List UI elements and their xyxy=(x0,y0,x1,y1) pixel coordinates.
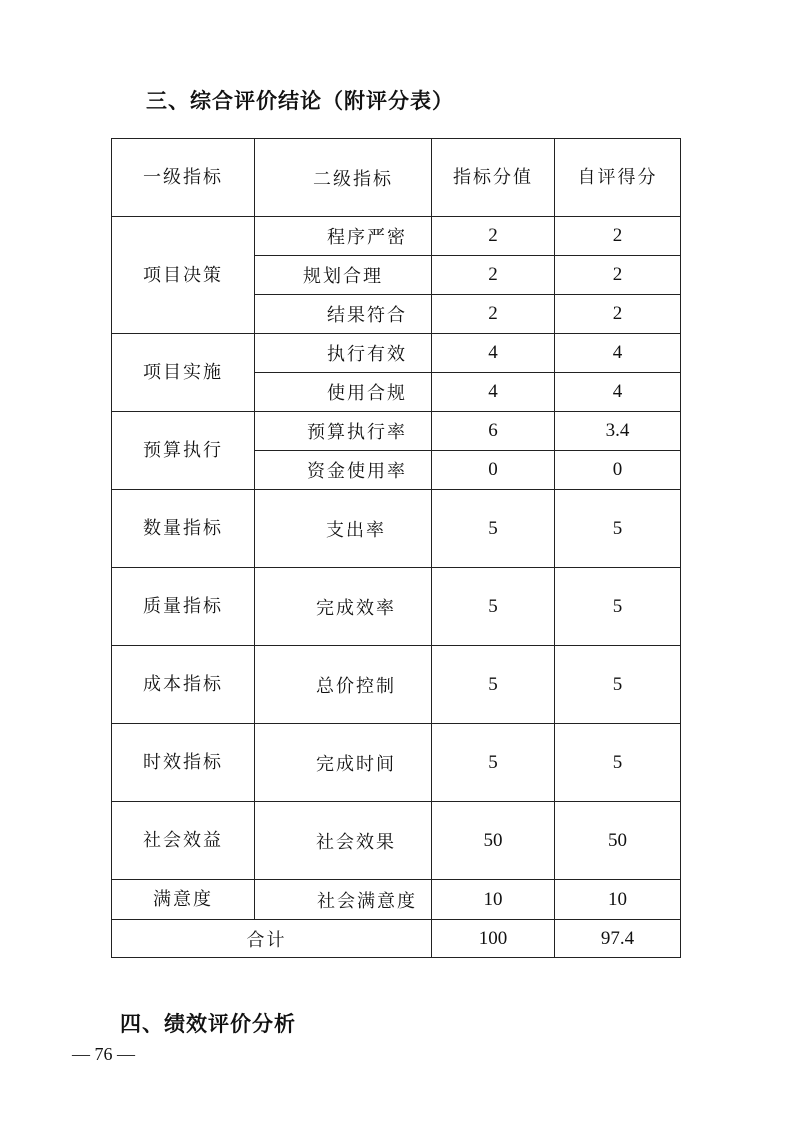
header-weight: 指标分值 xyxy=(432,139,555,217)
level1-cell: 成本指标 xyxy=(112,646,255,724)
level2-cell: 完成效率 xyxy=(255,568,432,646)
level1-cell: 项目实施 xyxy=(112,334,255,412)
level2-cell: 预算执行率 xyxy=(255,412,432,451)
header-level2: 二级指标 xyxy=(255,139,432,217)
weight-cell: 10 xyxy=(432,880,555,920)
score-cell: 3.4 xyxy=(555,412,681,451)
table-row xyxy=(112,646,681,724)
level1-cell: 时效指标 xyxy=(112,724,255,802)
weight-cell: 5 xyxy=(432,646,555,724)
score-cell: 5 xyxy=(555,646,681,724)
level1-cell: 质量指标 xyxy=(112,568,255,646)
score-cell: 5 xyxy=(555,490,681,568)
weight-cell: 2 xyxy=(432,256,555,295)
score-cell: 0 xyxy=(555,451,681,490)
table-header-row xyxy=(112,139,681,217)
total-row xyxy=(112,920,681,958)
level2-cell: 规划合理 xyxy=(255,256,432,295)
score-cell: 4 xyxy=(555,373,681,412)
weight-cell: 4 xyxy=(432,373,555,412)
score-cell: 5 xyxy=(555,724,681,802)
weight-cell: 2 xyxy=(432,217,555,256)
score-cell: 2 xyxy=(555,217,681,256)
weight-cell: 5 xyxy=(432,568,555,646)
weight-cell: 5 xyxy=(432,490,555,568)
level2-cell: 结果符合 xyxy=(255,295,432,334)
total-weight: 100 xyxy=(432,920,555,958)
level2-cell: 总价控制 xyxy=(255,646,432,724)
section4-heading: 四、绩效评价分析 xyxy=(120,1012,296,1036)
weight-cell: 5 xyxy=(432,724,555,802)
total-label: 合计 xyxy=(112,920,432,958)
score-cell: 2 xyxy=(555,256,681,295)
level2-cell: 执行有效 xyxy=(255,334,432,373)
evaluation-score-table xyxy=(111,138,681,958)
table-row xyxy=(112,490,681,568)
table-row xyxy=(112,334,681,373)
weight-cell: 0 xyxy=(432,451,555,490)
weight-cell: 50 xyxy=(432,802,555,880)
header-score: 自评得分 xyxy=(555,139,681,217)
table-row xyxy=(112,217,681,256)
section3-heading: 三、综合评价结论（附评分表） xyxy=(146,89,454,113)
table-row xyxy=(112,412,681,451)
level2-cell: 完成时间 xyxy=(255,724,432,802)
level2-cell: 程序严密 xyxy=(255,217,432,256)
header-level1: 一级指标 xyxy=(112,139,255,217)
level1-cell: 数量指标 xyxy=(112,490,255,568)
score-cell: 5 xyxy=(555,568,681,646)
level2-cell: 社会效果 xyxy=(255,802,432,880)
score-cell: 2 xyxy=(555,295,681,334)
weight-cell: 2 xyxy=(432,295,555,334)
table-row xyxy=(112,568,681,646)
level2-cell: 支出率 xyxy=(255,490,432,568)
level1-cell: 社会效益 xyxy=(112,802,255,880)
table-row xyxy=(112,802,681,880)
level1-cell: 项目决策 xyxy=(112,217,255,334)
weight-cell: 6 xyxy=(432,412,555,451)
level1-cell: 满意度 xyxy=(112,880,255,920)
level2-cell: 使用合规 xyxy=(255,373,432,412)
level2-cell: 资金使用率 xyxy=(255,451,432,490)
score-cell: 50 xyxy=(555,802,681,880)
table-row xyxy=(112,880,681,920)
weight-cell: 4 xyxy=(432,334,555,373)
table-row xyxy=(112,724,681,802)
page-number: — 76 — xyxy=(72,1044,135,1064)
level1-cell: 预算执行 xyxy=(112,412,255,490)
score-cell: 4 xyxy=(555,334,681,373)
level2-cell: 社会满意度 xyxy=(255,880,432,920)
total-score: 97.4 xyxy=(555,920,681,958)
score-cell: 10 xyxy=(555,880,681,920)
